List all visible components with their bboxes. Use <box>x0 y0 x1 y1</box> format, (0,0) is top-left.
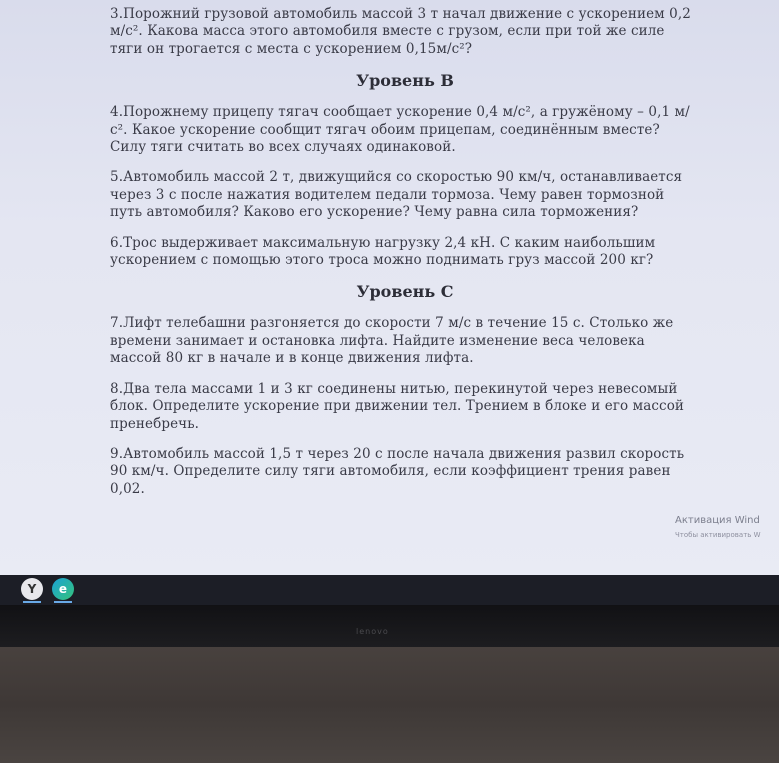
task-7: 7.Лифт телебашни разгоняется до скорости 7 м/с в течение 15 с. Столько же времени занимает и остановка лифта. Найдите изменение веса человека массой 80 кг в начале и в конце движения лифта. <box>110 315 674 367</box>
level-c-heading: Уровень С <box>356 282 454 302</box>
active-indicator <box>54 601 72 603</box>
watermark-line-2: Чтобы активировать W <box>675 531 761 539</box>
monitor-brand-logo: lenovo <box>356 627 389 636</box>
level-b-heading: Уровень В <box>356 71 454 91</box>
task-4: 4.Порожнему прицепу тягач сообщает ускорение 0,4 м/с², а гружёному – 0,1 м/с². Какое ускорение сообщит тягач обоим прицепам, соединённым вместе? Силу тяги считать во всех случаях одинаковой. <box>110 104 690 156</box>
task-3: 3.Порожний грузовой автомобиль массой 3 т начал движение с ускорением 0,2 м/с². Какова масса этого автомобиля вместе с грузом, если при той же силе тяги он трогается с места с ускорением 0,15м/с²? <box>110 6 691 57</box>
windows-activation-watermark <box>675 514 761 542</box>
task-8: 8.Два тела массами 1 и 3 кг соединены нитью, перекинутой через невесомый блок. Определите ускорение при движении тел. Трением в блоке и его массой пренебречь. <box>110 380 685 432</box>
edge-browser-icon[interactable]: e <box>52 578 74 600</box>
document-page <box>110 6 700 511</box>
taskbar <box>0 575 779 605</box>
watermark-line-1: Активация Wind <box>675 515 760 526</box>
task-6: 6.Трос выдерживает максимальную нагрузку 2,4 кН. С каким наибольшим ускорением с помощью этого троса можно поднимать груз массой 200 кг? <box>110 234 656 269</box>
monitor-bezel <box>0 605 779 647</box>
yandex-browser-icon[interactable]: Y <box>21 578 43 600</box>
task-9: 9.Автомобиль массой 1,5 т через 20 с после начала движения развил скорость 90 км/ч. Определите силу тяги автомобиля, если коэффициент трения равен 0,02. <box>110 445 685 497</box>
active-indicator <box>23 601 41 603</box>
desk-surface <box>0 647 779 763</box>
task-5: 5.Автомобиль массой 2 т, движущийся со скоростью 90 км/ч, останавливается через 3 с после нажатия водителем педали тормоза. Чему равен тормозной путь автомобиля? Каково его ускорение? Чему равна сила торможения? <box>110 169 683 221</box>
